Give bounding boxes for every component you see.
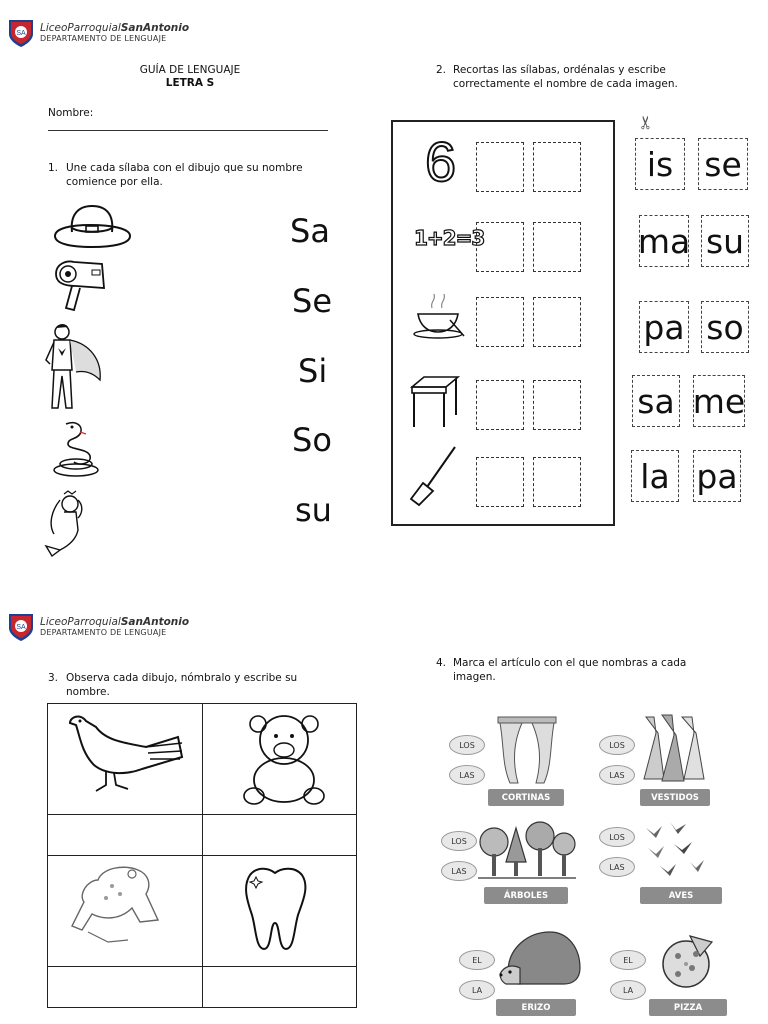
ex2-instruction-2: correctamente el nombre de cada imagen. xyxy=(453,78,678,90)
ex3-instruction-2: nombre. xyxy=(66,686,110,698)
answer-box[interactable] xyxy=(533,297,581,347)
hat-drawing xyxy=(50,200,140,256)
cut-syllable[interactable]: pa xyxy=(639,301,689,353)
school-shield-icon xyxy=(8,18,34,48)
ex1-instruction-2: comience por ella. xyxy=(66,176,163,188)
item-label-erizo: ERIZO xyxy=(496,999,576,1016)
ex3-number: 3. xyxy=(48,672,59,684)
guide-title: GUÍA DE LENGUAJE xyxy=(139,64,241,76)
dresses-drawing xyxy=(640,713,706,785)
answer-box[interactable] xyxy=(533,380,581,430)
six-numeral: 6 xyxy=(425,130,457,193)
superman-drawing xyxy=(40,320,108,414)
school-name-light: LiceoParroquial xyxy=(40,616,121,628)
snake-drawing xyxy=(48,420,104,480)
article-option[interactable]: LOS xyxy=(441,831,477,851)
answer-box[interactable] xyxy=(533,222,581,272)
hedgehog-drawing xyxy=(498,928,582,990)
cut-syllable[interactable]: me xyxy=(693,375,745,427)
cut-syllable[interactable]: sa xyxy=(632,375,680,427)
article-option[interactable]: LA xyxy=(459,980,495,1000)
ex4-instruction-2: imagen. xyxy=(453,671,496,683)
article-option[interactable]: EL xyxy=(459,950,495,970)
scissors-icon: ✂ xyxy=(636,114,658,131)
write-cell[interactable] xyxy=(48,815,203,856)
teddy-bear-drawing xyxy=(240,712,328,806)
article-option[interactable]: EL xyxy=(610,950,646,970)
name-line[interactable] xyxy=(48,130,328,131)
pizza-drawing xyxy=(660,934,716,990)
department-name: DEPARTAMENTO DE LENGUAJE xyxy=(40,628,167,637)
item-label-aves: AVES xyxy=(640,887,722,904)
syllable-si: Si xyxy=(298,352,328,390)
ex4-instruction-1: Marca el artículo con el que nombras a cada xyxy=(453,657,687,669)
syllable-so: So xyxy=(292,421,332,459)
item-label-vestidos: VESTIDOS xyxy=(640,789,710,806)
department-name: DEPARTAMENTO DE LENGUAJE xyxy=(40,34,167,43)
table-drawing xyxy=(410,375,460,429)
guide-subtitle: LETRA S xyxy=(165,77,215,89)
syllable-su: su xyxy=(295,491,332,529)
article-option[interactable]: LOS xyxy=(599,735,635,755)
ex1-number: 1. xyxy=(48,162,59,174)
answer-box[interactable] xyxy=(533,457,581,507)
tooth-drawing xyxy=(240,863,310,953)
trees-drawing xyxy=(478,818,576,882)
write-cell[interactable] xyxy=(203,967,357,1008)
cut-syllable[interactable]: so xyxy=(701,301,749,353)
pigeon-drawing xyxy=(66,707,186,797)
answer-box[interactable] xyxy=(476,297,524,347)
ex4-number: 4. xyxy=(436,657,447,669)
answer-box[interactable] xyxy=(476,380,524,430)
school-logo xyxy=(8,612,189,642)
svg-text:SA: SA xyxy=(16,30,26,37)
article-option[interactable]: LOS xyxy=(599,827,635,847)
cut-syllable[interactable]: pa xyxy=(693,450,741,502)
article-option[interactable]: LAS xyxy=(449,765,485,785)
hair-dryer-drawing xyxy=(52,258,110,318)
answer-box[interactable] xyxy=(533,142,581,192)
ex2-number: 2. xyxy=(436,64,447,76)
soup-bowl-drawing xyxy=(410,290,466,340)
mermaid-drawing xyxy=(40,490,100,558)
name-label: Nombre: xyxy=(48,107,94,119)
item-label-cortinas: CORTINAS xyxy=(488,789,564,806)
item-label-arboles: ÁRBOLES xyxy=(484,887,568,904)
write-cell[interactable] xyxy=(203,815,357,856)
frog-drawing xyxy=(68,860,166,950)
curtains-drawing xyxy=(496,715,558,787)
article-option[interactable]: LA xyxy=(610,980,646,1000)
cut-syllable[interactable]: se xyxy=(698,138,748,190)
shovel-drawing xyxy=(405,443,461,507)
item-label-pizza: PIZZA xyxy=(649,999,727,1016)
svg-text:SA: SA xyxy=(16,624,26,631)
sum-equation: 1+2=3 xyxy=(414,226,485,250)
cut-syllable[interactable]: la xyxy=(631,450,679,502)
cut-syllable[interactable]: su xyxy=(701,215,749,267)
cut-syllable[interactable]: ma xyxy=(639,215,689,267)
school-name-bold: SanAntonio xyxy=(120,616,190,628)
write-cell[interactable] xyxy=(48,967,203,1008)
article-option[interactable]: LAS xyxy=(441,861,477,881)
school-name-bold: SanAntonio xyxy=(120,22,190,34)
ex3-instruction-1: Observa cada dibujo, nómbralo y escribe su xyxy=(66,672,298,684)
school-shield-icon xyxy=(8,612,34,642)
syllable-sa: Sa xyxy=(290,212,330,250)
article-option[interactable]: LOS xyxy=(449,735,485,755)
answer-box[interactable] xyxy=(476,142,524,192)
birds-drawing xyxy=(640,818,706,880)
syllable-se: Se xyxy=(292,282,332,320)
article-option[interactable]: LAS xyxy=(599,857,635,877)
article-option[interactable]: LAS xyxy=(599,765,635,785)
cut-syllable[interactable]: is xyxy=(635,138,685,190)
ex2-instruction-1: Recortas las sílabas, ordénalas y escribe xyxy=(453,64,666,76)
answer-box[interactable] xyxy=(476,222,524,272)
answer-box[interactable] xyxy=(476,457,524,507)
ex1-instruction-1: Une cada sílaba con el dibujo que su nombre xyxy=(66,162,303,174)
school-logo xyxy=(8,18,189,48)
school-name-light: LiceoParroquial xyxy=(40,22,121,34)
